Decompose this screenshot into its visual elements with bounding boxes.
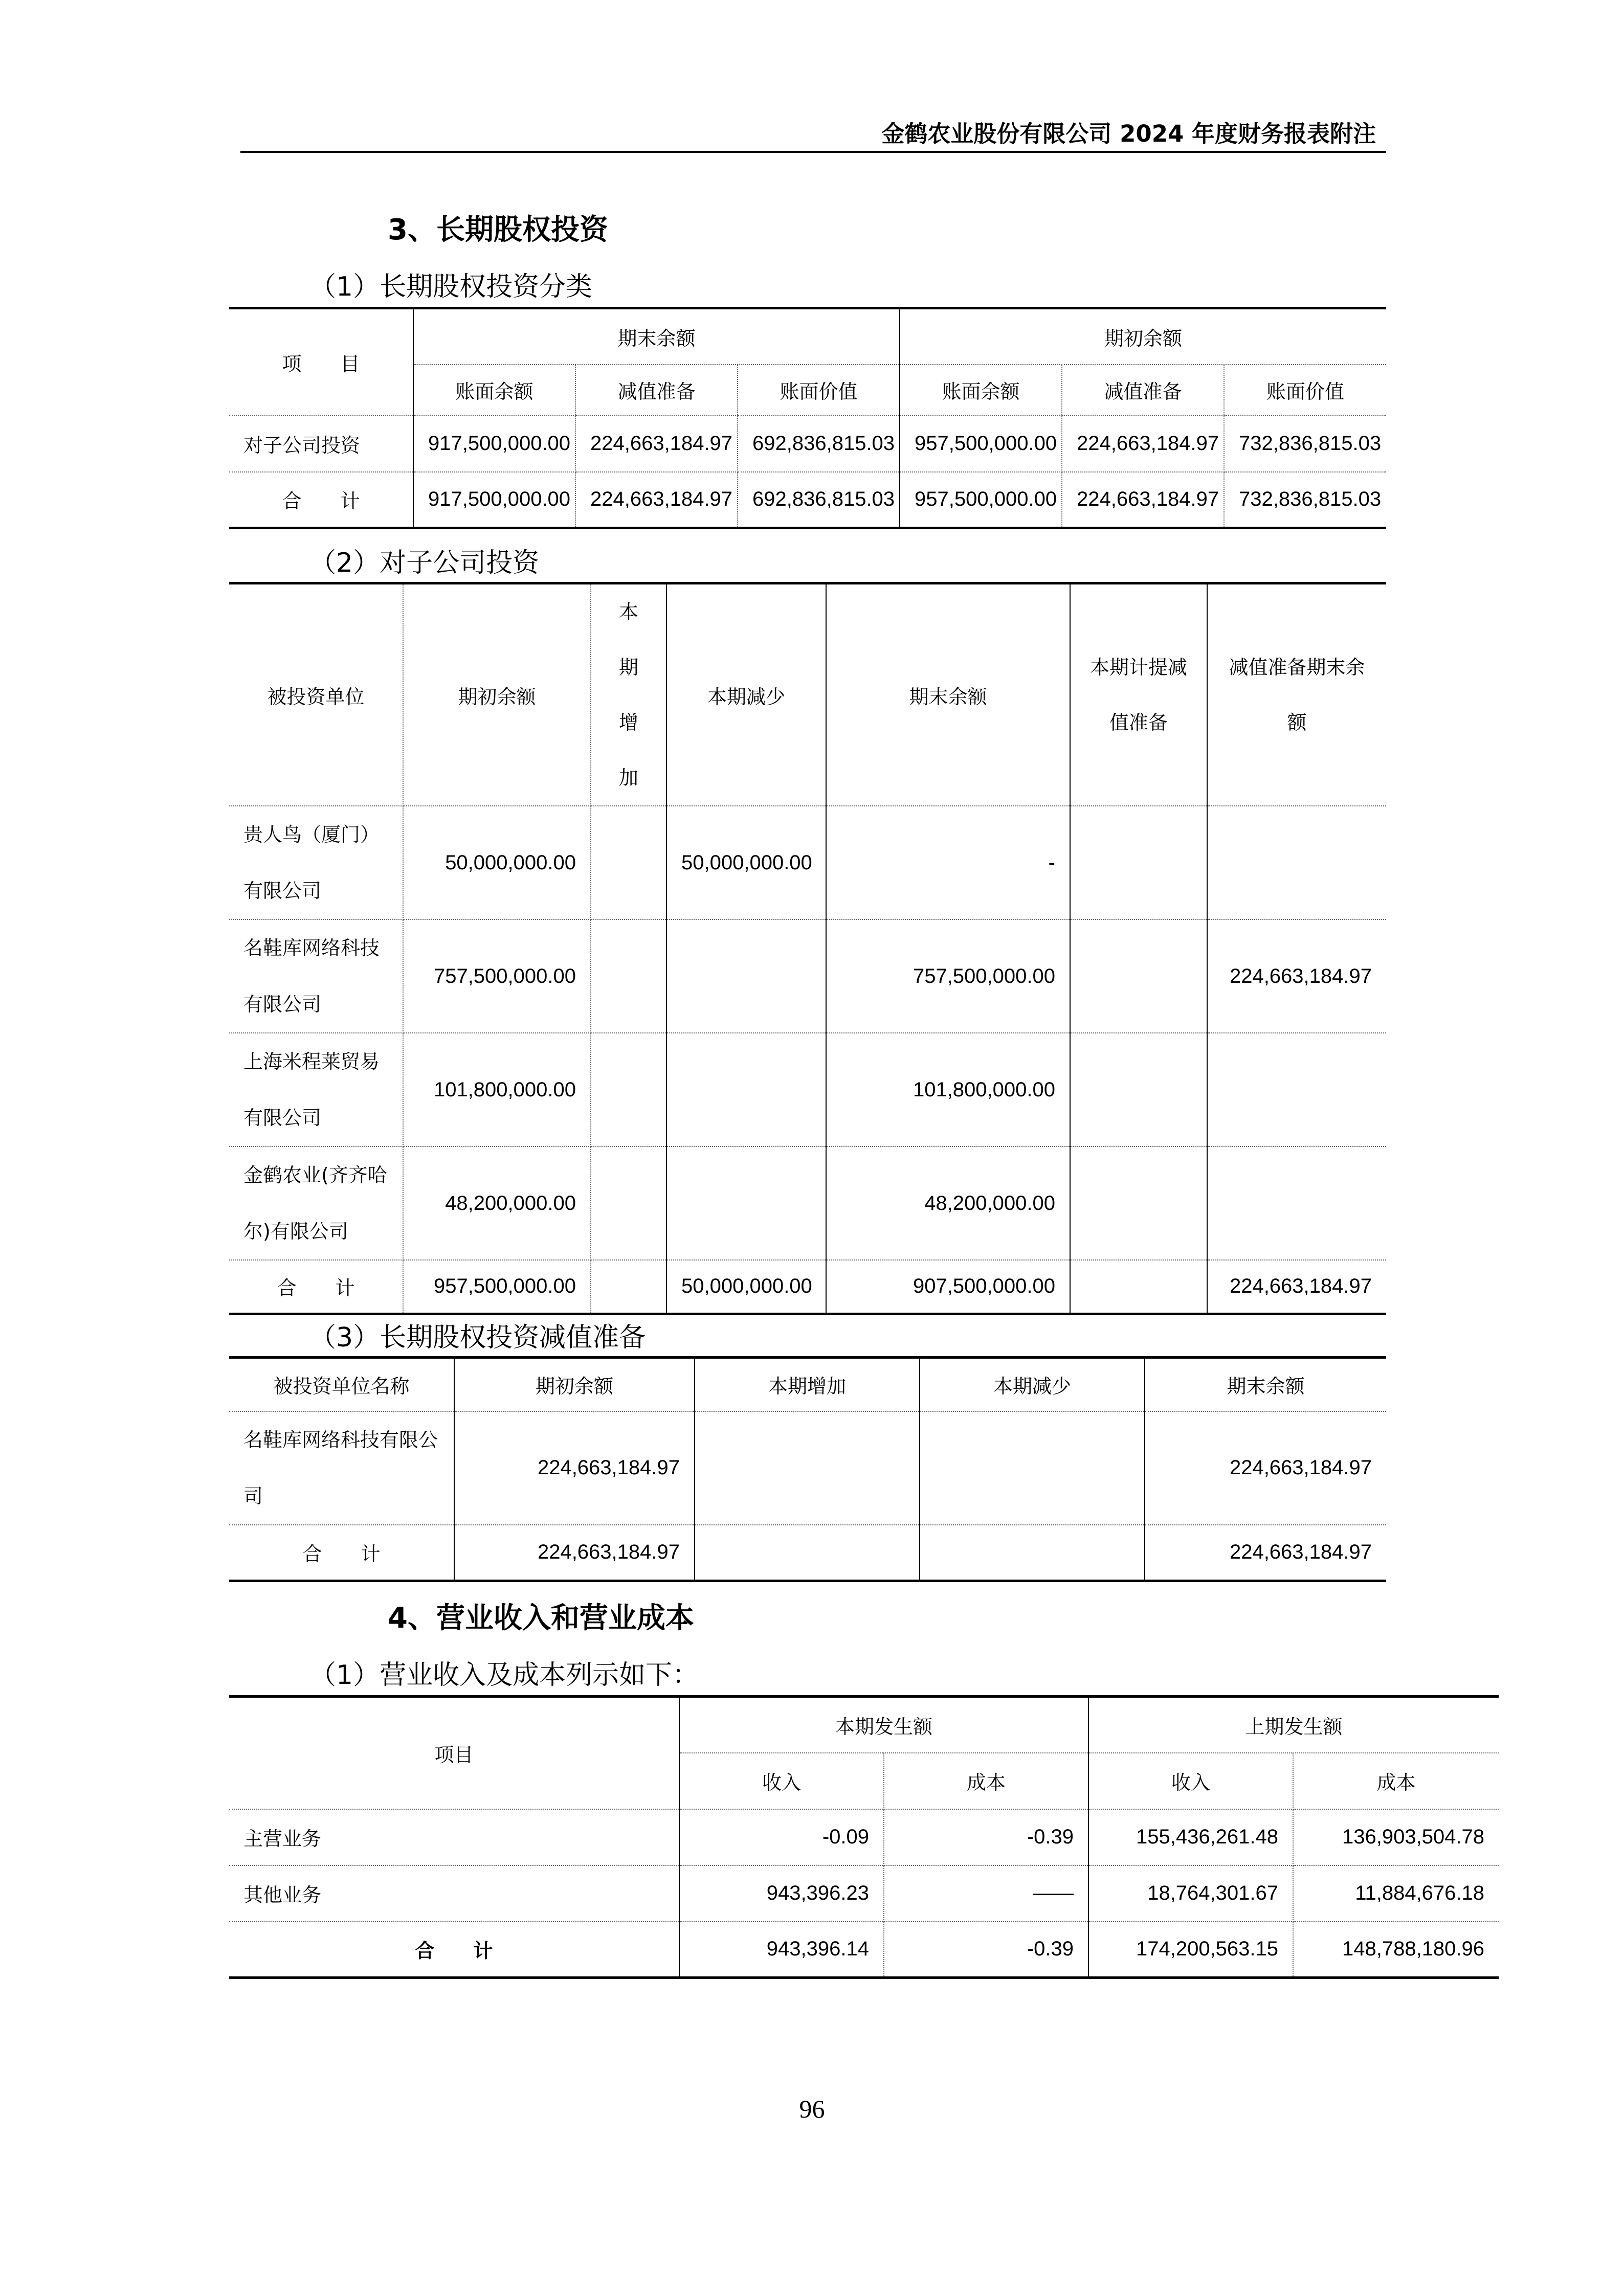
t2-end: 101,800,000.00 <box>826 1033 1070 1146</box>
section-3-3-title: （3）长期股权投资减值准备 <box>309 1322 646 1353</box>
t2-inc <box>591 1146 666 1260</box>
t2-dec <box>666 919 826 1033</box>
t2-prov <box>1070 1260 1207 1314</box>
t4-total-label: 合 计 <box>229 1922 679 1978</box>
t2-bal-header: 减值准备期末余额 <box>1207 583 1386 806</box>
t2-bal <box>1207 806 1386 919</box>
t2-unit: 贵人鸟（厦门）有限公司 <box>229 806 403 919</box>
t2-unit: 上海米程莱贸易有限公司 <box>229 1033 403 1146</box>
t4-prev-header: 上期发生额 <box>1088 1697 1499 1753</box>
table-row <box>229 472 1386 528</box>
t2-prov <box>1070 1033 1207 1146</box>
table-row <box>229 1525 1386 1581</box>
t1-cell: 732,836,815.03 <box>1239 488 1382 511</box>
table-row <box>229 806 1386 919</box>
t2-inc <box>591 919 666 1033</box>
t2-inc <box>591 1033 666 1146</box>
t4-col: 收入 <box>1088 1753 1293 1809</box>
t2-inc <box>591 1260 666 1314</box>
t1-begin-header: 期初余额 <box>900 308 1386 365</box>
t2-dec <box>666 1033 826 1146</box>
t3-cell <box>920 1411 1145 1525</box>
t3-cell: 224,663,184.97 <box>454 1411 695 1525</box>
t2-begin: 50,000,000.00 <box>403 806 591 919</box>
t3-header: 本期减少 <box>920 1358 1145 1411</box>
t3-unit: 名鞋库网络科技有限公司 <box>229 1411 454 1525</box>
t2-unit-header: 被投资单位 <box>229 583 403 806</box>
t1-row-label: 对子公司投资 <box>229 416 413 472</box>
table-row <box>229 1033 1386 1146</box>
t1-cell: 224,663,184.97 <box>1062 472 1224 528</box>
revenue-cost-table <box>229 1695 1499 1979</box>
t3-header: 本期增加 <box>695 1358 920 1411</box>
t1-cell: 957,500,000.00 <box>900 416 1062 472</box>
t1-cell: 692,836,815.03 <box>738 416 900 472</box>
t2-bal <box>1207 1146 1386 1260</box>
t2-dec: 50,000,000.00 <box>666 1260 826 1314</box>
t1-end-header: 期末余额 <box>413 308 900 365</box>
t1-col: 减值准备 <box>1062 365 1224 416</box>
t2-inc-header: 本期增加 <box>591 583 666 806</box>
table-row <box>229 1809 1499 1865</box>
t2-inc <box>591 806 666 919</box>
t2-begin: 757,500,000.00 <box>403 919 591 1033</box>
t2-prov <box>1070 1146 1207 1260</box>
t4-col: 收入 <box>679 1753 884 1809</box>
page-header <box>240 115 1386 153</box>
t1-cell: 224,663,184.97 <box>1062 416 1224 472</box>
t1-cell: 917,500,000.00 <box>413 416 575 472</box>
t3-cell <box>920 1525 1145 1581</box>
header-text: 金鹤农业股份有限公司 2024 年度财务报表附注 <box>881 120 1376 147</box>
table-row <box>229 416 1386 472</box>
t1-cell: 917,500,000.00 <box>413 472 575 528</box>
t2-begin-header: 期初余额 <box>403 583 591 806</box>
section-3-1-title: （1）长期股权投资分类 <box>309 272 593 302</box>
t2-unit: 金鹤农业(齐齐哈尔)有限公司 <box>229 1146 403 1260</box>
t3-cell: 224,663,184.97 <box>1229 1541 1372 1564</box>
t4-cell: 148,788,180.96 <box>1342 1938 1485 1961</box>
t2-total-label: 合 计 <box>229 1260 403 1314</box>
t1-cell: 957,500,000.00 <box>900 472 1062 528</box>
t2-begin: 957,500,000.00 <box>403 1260 591 1314</box>
t1-cell: 732,836,815.03 <box>1224 416 1386 472</box>
t3-cell <box>695 1525 920 1581</box>
t1-cell: 224,663,184.97 <box>575 416 738 472</box>
table-row <box>229 1146 1386 1260</box>
t3-header: 期初余额 <box>454 1358 695 1411</box>
t1-item-header: 项 目 <box>229 308 413 416</box>
t4-col: 成本 <box>884 1753 1088 1809</box>
t4-cell: 155,436,261.48 <box>1088 1809 1293 1865</box>
t4-row-label: 主营业务 <box>229 1809 679 1865</box>
t2-begin: 101,800,000.00 <box>403 1033 591 1146</box>
t4-cell: 943,396.23 <box>679 1865 884 1922</box>
t3-header: 期末余额 <box>1145 1358 1386 1411</box>
section-4-1-title: （1）营业收入及成本列示如下： <box>309 1660 699 1691</box>
section-3-2-title: （2）对子公司投资 <box>309 548 540 578</box>
t4-cell: -0.09 <box>679 1809 884 1865</box>
t2-end-header: 期末余额 <box>826 583 1070 806</box>
t4-cell: —— <box>884 1865 1088 1922</box>
t4-item-header: 项目 <box>229 1697 679 1809</box>
t4-cell: 11,884,676.18 <box>1293 1865 1499 1922</box>
t2-end: 907,500,000.00 <box>826 1260 1070 1314</box>
subsidiary-investment-table <box>229 582 1386 1315</box>
t1-cell: 692,836,815.03 <box>738 472 900 528</box>
t1-col: 账面余额 <box>413 365 575 416</box>
t4-cur-header: 本期发生额 <box>679 1697 1088 1753</box>
t4-col: 成本 <box>1293 1753 1499 1809</box>
t2-bal <box>1207 1033 1386 1146</box>
t1-col: 减值准备 <box>575 365 738 416</box>
t1-total-label: 合 计 <box>229 472 413 528</box>
t2-bal: 224,663,184.97 <box>1207 919 1386 1033</box>
t3-cell <box>695 1411 920 1525</box>
long-term-investment-classification-table <box>229 307 1386 529</box>
section-3-title: 3、长期股权投资 <box>388 213 608 246</box>
t1-col: 账面余额 <box>900 365 1062 416</box>
table-row <box>229 1865 1499 1922</box>
t3-total-label: 合 计 <box>229 1525 454 1581</box>
section-4-title: 4、营业收入和营业成本 <box>388 1602 694 1635</box>
t2-end: - <box>826 806 1070 919</box>
t2-prov <box>1070 919 1207 1033</box>
t4-row-label: 其他业务 <box>229 1865 679 1922</box>
t2-begin: 48,200,000.00 <box>403 1146 591 1260</box>
table-row <box>229 919 1386 1033</box>
t2-unit: 名鞋库网络科技有限公司 <box>229 919 403 1033</box>
t2-dec <box>666 1146 826 1260</box>
t3-cell: 224,663,184.97 <box>454 1525 695 1581</box>
table-row <box>229 1922 1499 1978</box>
t2-end: 757,500,000.00 <box>826 919 1070 1033</box>
t2-dec-header: 本期减少 <box>666 583 826 806</box>
t4-cell: 18,764,301.67 <box>1088 1865 1293 1922</box>
table-row <box>229 1260 1386 1314</box>
t2-end: 48,200,000.00 <box>826 1146 1070 1260</box>
t4-cell: 136,903,504.78 <box>1293 1809 1499 1865</box>
page-number: 96 <box>799 2095 825 2123</box>
impairment-provision-table <box>229 1356 1386 1582</box>
t4-cell: -0.39 <box>884 1809 1088 1865</box>
t1-cell: 224,663,184.97 <box>575 472 738 528</box>
t3-header: 被投资单位名称 <box>229 1358 454 1411</box>
t4-cell: 943,396.14 <box>679 1922 884 1978</box>
t2-prov-header: 本期计提减值准备 <box>1070 583 1207 806</box>
t1-col: 账面价值 <box>1224 365 1386 416</box>
t2-bal: 224,663,184.97 <box>1229 1275 1372 1298</box>
t2-prov <box>1070 806 1207 919</box>
t2-dec: 50,000,000.00 <box>666 806 826 919</box>
t4-cell: -0.39 <box>884 1922 1088 1978</box>
t3-cell: 224,663,184.97 <box>1145 1411 1386 1525</box>
table-row <box>229 1411 1386 1525</box>
t1-col: 账面价值 <box>738 365 900 416</box>
t4-cell: 174,200,563.15 <box>1088 1922 1293 1978</box>
